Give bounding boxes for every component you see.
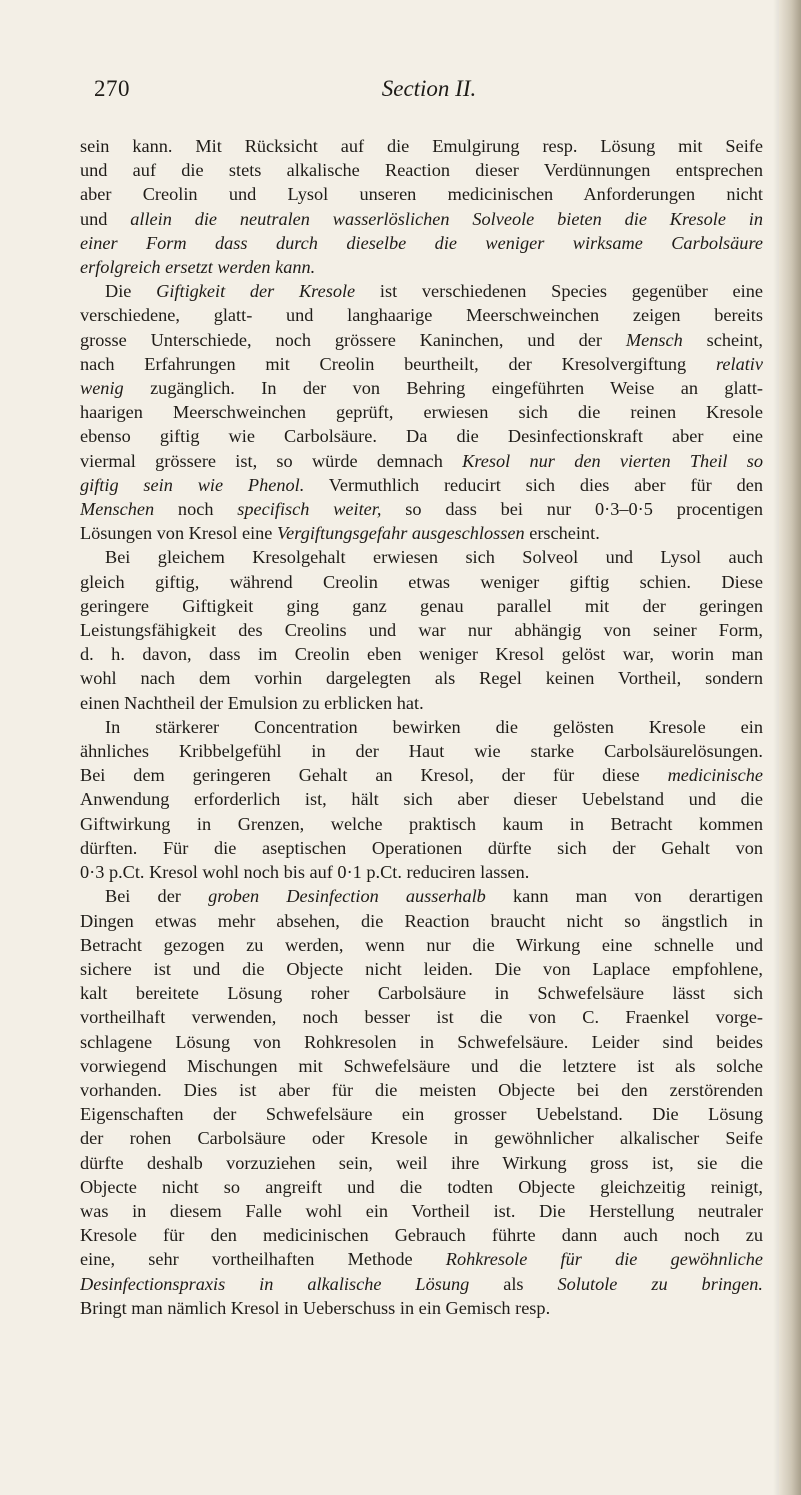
text-line: [80, 1102, 763, 1126]
text-span: haarigen Meerschweinchen geprüft, erwiesen sich die reinen Kresole: [80, 402, 763, 423]
text-span: Dingen etwas mehr absehen, die Reaction braucht nicht so ängstlich in: [80, 910, 763, 931]
italic-text-span: Mensch: [625, 329, 683, 350]
text-span: Bei dem geringeren Gehalt an Kresol, der für diese: [80, 765, 668, 786]
text-span: sichere ist und die Objecte nicht leiden. Die von Laplace empfohlene,: [80, 958, 763, 979]
text-span: und: [80, 208, 131, 229]
text-span: Die: [105, 281, 157, 302]
italic-text-span: Menschen: [80, 499, 155, 520]
text-line: [80, 1175, 763, 1199]
text-span: Leistungsfähigkeit des Creolins und war nur abhängig von seiner Form,: [80, 620, 763, 641]
text-span: als: [469, 1273, 558, 1294]
text-line: [80, 1272, 763, 1296]
text-span: schlagene Lösung von Rohkresolen in Schwefelsäure. Leider sind beides: [80, 1031, 763, 1052]
text-line: [80, 1247, 763, 1271]
text-line: [80, 328, 763, 352]
italic-text-span: Desinfectionspraxis in alkalische Lösung: [80, 1273, 470, 1294]
text-span: Eigenschaften der Schwefelsäure ein grosser Uebelstand. Die Lösung: [80, 1104, 763, 1125]
italic-text-span: Rohkresole für die gewöhnliche: [445, 1249, 763, 1270]
text-line: [80, 642, 763, 666]
text-line: [80, 303, 763, 327]
text-span: In stärkerer Concentration bewirken die gelösten Kresole ein: [105, 716, 763, 737]
text-span: eine, sehr vortheilhaften Methode: [80, 1249, 446, 1270]
text-span: grosse Unterschiede, noch grössere Kaninchen, und der: [80, 329, 626, 350]
text-line: [80, 860, 763, 884]
text-line: [80, 812, 763, 836]
text-line: [80, 715, 763, 739]
text-line: [80, 424, 763, 448]
text-line: [80, 352, 763, 376]
text-span: Bei der: [105, 886, 209, 907]
text-span: dürften. Für die aseptischen Operationen dürfte sich der Gehalt von: [80, 837, 763, 858]
italic-text-span: Kresol nur den vierten Theil so: [462, 450, 763, 471]
text-span: ist verschiedenen Species gegenüber eine: [355, 281, 763, 302]
text-span: Lösungen von Kresol eine: [80, 523, 277, 544]
text-span: wohl nach dem vorhin dargelegten als Regel keinen Vortheil, sondern: [80, 668, 763, 689]
text-span: Giftwirkung in Grenzen, welche praktisch kaum in Betracht kommen: [80, 813, 763, 834]
text-line: [80, 207, 763, 231]
text-line: [80, 182, 763, 206]
text-span: kalt bereitete Lösung roher Carbolsäure in Schwefelsäure lässt sich: [80, 983, 763, 1004]
italic-text-span: giftig sein wie Phenol.: [80, 474, 305, 495]
italic-text-span: allein die neutralen wasserlöslichen Solveole bieten die Kresole in: [130, 208, 763, 229]
text-span: Betracht gezogen zu werden, wenn nur die Wirkung eine schnelle und: [80, 934, 763, 955]
text-span: Objecte nicht so angreift und die todten Objecte gleichzeitig reinigt,: [80, 1176, 763, 1197]
text-span: Kresole für den medicinischen Gebrauch führte dann auch noch zu: [80, 1225, 763, 1246]
text-line: [80, 545, 763, 569]
italic-text-span: wenig: [80, 378, 124, 399]
text-span: noch: [154, 499, 238, 520]
text-line: [80, 933, 763, 957]
text-span: erscheint.: [524, 523, 600, 544]
text-line: [80, 666, 763, 690]
text-line: [80, 1005, 763, 1029]
italic-text-span: specifisch weiter,: [237, 499, 382, 520]
text-line: [80, 134, 763, 158]
text-line: [80, 1126, 763, 1150]
body-text: [80, 134, 763, 1320]
text-span: Anwendung erforderlich ist, hält sich aber dieser Uebelstand und die: [80, 789, 763, 810]
text-line: [80, 376, 763, 400]
text-span: ähnliches Kribbelgefühl in der Haut wie starke Carbolsäurelösungen.: [80, 741, 763, 762]
text-line: [80, 158, 763, 182]
text-span: scheint,: [682, 329, 763, 350]
italic-text-span: Vergiftungsgefahr ausgeschlossen: [277, 523, 525, 544]
text-span: aber Creolin und Lysol unseren medicinischen Anforderungen nicht: [80, 184, 763, 205]
text-span: geringere Giftigkeit ging ganz genau parallel mit der geringen: [80, 595, 763, 616]
text-span: sein kann. Mit Rücksicht auf die Emulgirung resp. Lösung mit Seife: [80, 136, 763, 156]
text-line: [80, 255, 763, 279]
italic-text-span: relativ: [715, 353, 763, 374]
text-span: dürfte deshalb vorzuziehen sein, weil ihre Wirkung gross ist, sie die: [80, 1152, 763, 1173]
text-line: [80, 1223, 763, 1247]
text-line: [80, 739, 763, 763]
text-line: [80, 497, 763, 521]
text-line: [80, 231, 763, 255]
text-span: ebenso giftig wie Carbolsäure. Da die Desinfectionskraft aber eine: [80, 426, 763, 447]
text-line: [80, 691, 763, 715]
text-span: und auf die stets alkalische Reaction dieser Verdünnungen entsprechen: [80, 160, 763, 181]
text-line: [80, 787, 763, 811]
text-line: [80, 279, 763, 303]
text-line: [80, 957, 763, 981]
text-span: der rohen Carbolsäure oder Kresole in gewöhnlicher alkalischer Seife: [80, 1128, 763, 1149]
text-span: kann man von derartigen: [485, 886, 763, 907]
page-number: 270: [94, 76, 130, 101]
text-line: [80, 1030, 763, 1054]
text-line: [80, 400, 763, 424]
italic-text-span: Giftigkeit der Kresole: [156, 281, 356, 302]
text-span: vortheilhaft verwenden, noch besser ist die von C. Fraenkel vorge-: [80, 1007, 763, 1028]
text-line: [80, 1054, 763, 1078]
running-title: Section II.: [381, 76, 477, 101]
text-line: [80, 521, 763, 545]
text-span: Vermuthlich reducirt sich dies aber für den: [304, 474, 763, 495]
text-line: [80, 1151, 763, 1175]
text-line: [80, 1296, 763, 1320]
text-line: [80, 836, 763, 860]
text-line: [80, 594, 763, 618]
text-line: [80, 884, 763, 908]
text-span: d. h. davon, dass im Creolin eben weniger Kresol gelöst war, worin man: [80, 644, 763, 665]
text-span: was in diesem Falle wohl ein Vortheil ist. Die Herstellung neutraler: [80, 1200, 763, 1221]
text-line: [80, 618, 763, 642]
italic-text-span: erfolgreich ersetzt werden kann.: [80, 257, 316, 278]
italic-text-span: Solutole zu bringen.: [557, 1273, 763, 1294]
text-span: vorwiegend Mischungen mit Schwefelsäure und die letztere ist als solche: [80, 1055, 763, 1076]
italic-text-span: einer Form dass durch dieselbe die weniger wirksame Carbolsäure: [80, 232, 763, 253]
text-line: [80, 981, 763, 1005]
text-span: gleich giftig, während Creolin etwas weniger giftig schien. Diese: [80, 571, 763, 592]
text-line: [80, 449, 763, 473]
italic-text-span: groben Desinfection ausserhalb: [208, 886, 486, 907]
page-edge: [779, 0, 801, 1495]
text-line: [80, 1078, 763, 1102]
text-span: einen Nachtheil der Emulsion zu erblicken hat.: [80, 692, 424, 713]
italic-text-span: medicinische: [667, 765, 763, 786]
text-line: [80, 1199, 763, 1223]
text-span: verschiedene, glatt- und langhaarige Meerschweinchen zeigen bereits: [80, 305, 763, 326]
text-span: 0·3 p.Ct. Kresol wohl noch bis auf 0·1 p.Ct. reduciren lassen.: [80, 862, 530, 883]
text-span: zugänglich. In der von Behring eingeführten Weise an glatt-: [123, 378, 763, 399]
page-header: [94, 76, 764, 106]
text-span: vorhanden. Dies ist aber für die meisten Objecte bei den zerstörenden: [80, 1079, 763, 1100]
text-line: [80, 570, 763, 594]
text-span: viermal grössere ist, so würde demnach: [80, 450, 463, 471]
text-line: [80, 909, 763, 933]
text-span: Bringt man nämlich Kresol in Ueberschuss in ein Gemisch resp.: [80, 1297, 551, 1318]
text-span: so dass bei nur 0·3–0·5 procentigen: [381, 499, 763, 520]
text-span: Bei gleichem Kresolgehalt erwiesen sich Solveol und Lysol auch: [105, 547, 763, 568]
text-span: nach Erfahrungen mit Creolin beurtheilt, der Kresolvergiftung: [80, 353, 716, 374]
text-line: [80, 763, 763, 787]
text-line: [80, 473, 763, 497]
